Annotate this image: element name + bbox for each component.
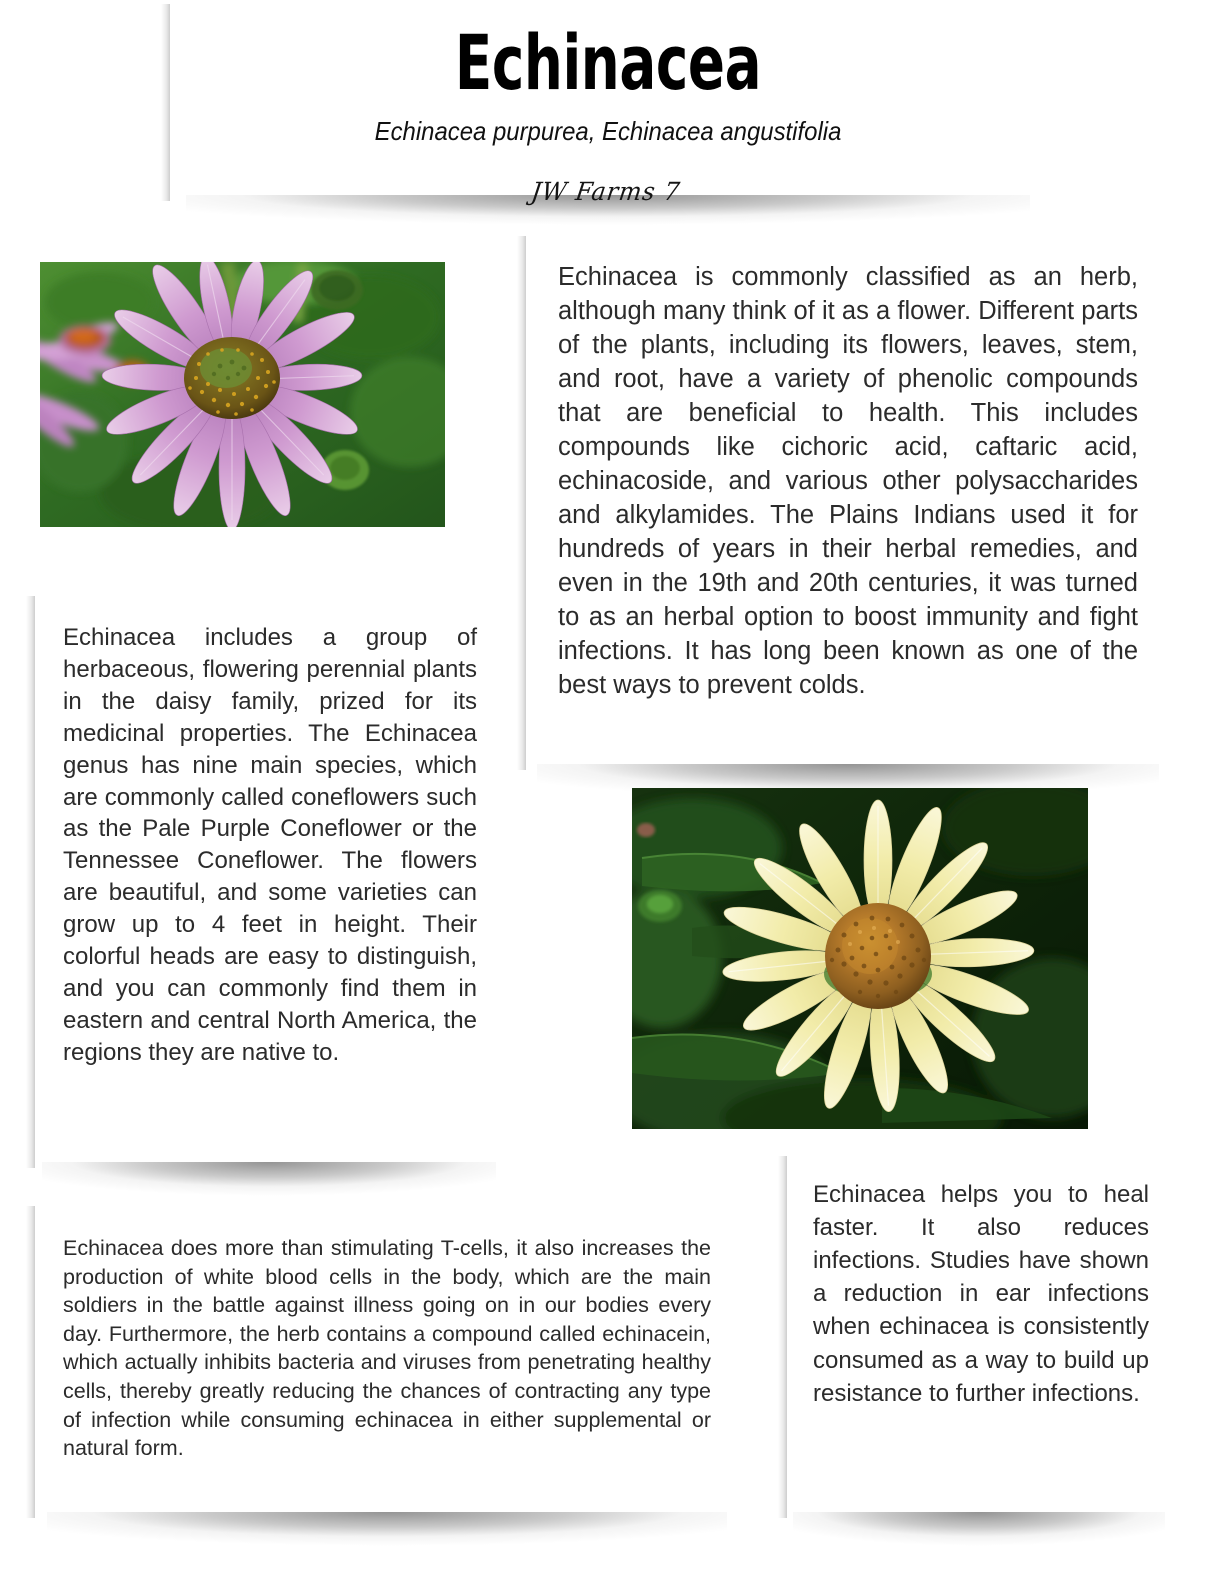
- main-text-paragraph: Echinacea is commonly classified as an herb, although many think of it as a flower. Different parts of the plants, including its flowers, leaves, stem, and root, have a variety of phenolic compounds that are beneficial to health. This includes compounds like cichoric acid, caftaric acid, echinacoside, and various other polysaccharides and alkylamides. The Plains Indians used it for hundreds of years in their herbal remedies, and even in the 19th and 20th centuries, it was turned to as an herbal option to boost immunity and fight infections. It has long been known as one of the best ways to prevent colds.: [558, 263, 1138, 700]
- page-subtitle: Echinacea purpurea, Echinacea angustifolia: [374, 116, 842, 147]
- bottom-left-text-card: [33, 1202, 741, 1520]
- page-title: Echinacea: [454, 18, 762, 107]
- main-text-card: [524, 232, 1172, 772]
- purple-coneflower-illustration: [40, 262, 445, 527]
- yellow-coneflower-illustration: [632, 788, 1088, 1129]
- bottom-right-text-paragraph: Echinacea helps you to heal faster. It also reduces infections. Studies have shown a reduction in ear infections when echinacea is consistently consumed as a way to build up resistance to further infections.: [813, 1181, 1149, 1407]
- purple-coneflower-photo: [40, 262, 445, 527]
- header-card: [168, 0, 1048, 207]
- bottom-right-text-card: [785, 1152, 1173, 1520]
- watermark-signature: JW Farms 7: [529, 177, 683, 207]
- bottom-left-text-paragraph: Echinacea does more than stimulating T-cells, it also increases the production of white blood cells in the body, which are the main soldiers in the battle against illness going on in our bodies every day. Furthermore, the herb contains a compound called echinacein, which actually inhibits bacteria and viruses from penetrating healthy cells, thereby greatly reducing the chances of contracting any type of infection while consuming echinacea in either supplemental or natural form.: [63, 1236, 711, 1461]
- left-text-card: [33, 592, 505, 1170]
- yellow-coneflower-photo: [632, 788, 1088, 1129]
- left-text-paragraph: Echinacea includes a group of herbaceous, flowering perennial plants in the daisy family, prized for its medicinal properties. The Echinacea genus has nine main species, which are commonly called coneflowers such as the Pale Purple Coneflower or the Tennessee Coneflower. The flowers are beautiful, and some varieties can grow up to 4 feet in height. Their colorful heads are easy to distinguish, and you can commonly find them in eastern and central North America, the regions they are native to.: [63, 624, 477, 1066]
